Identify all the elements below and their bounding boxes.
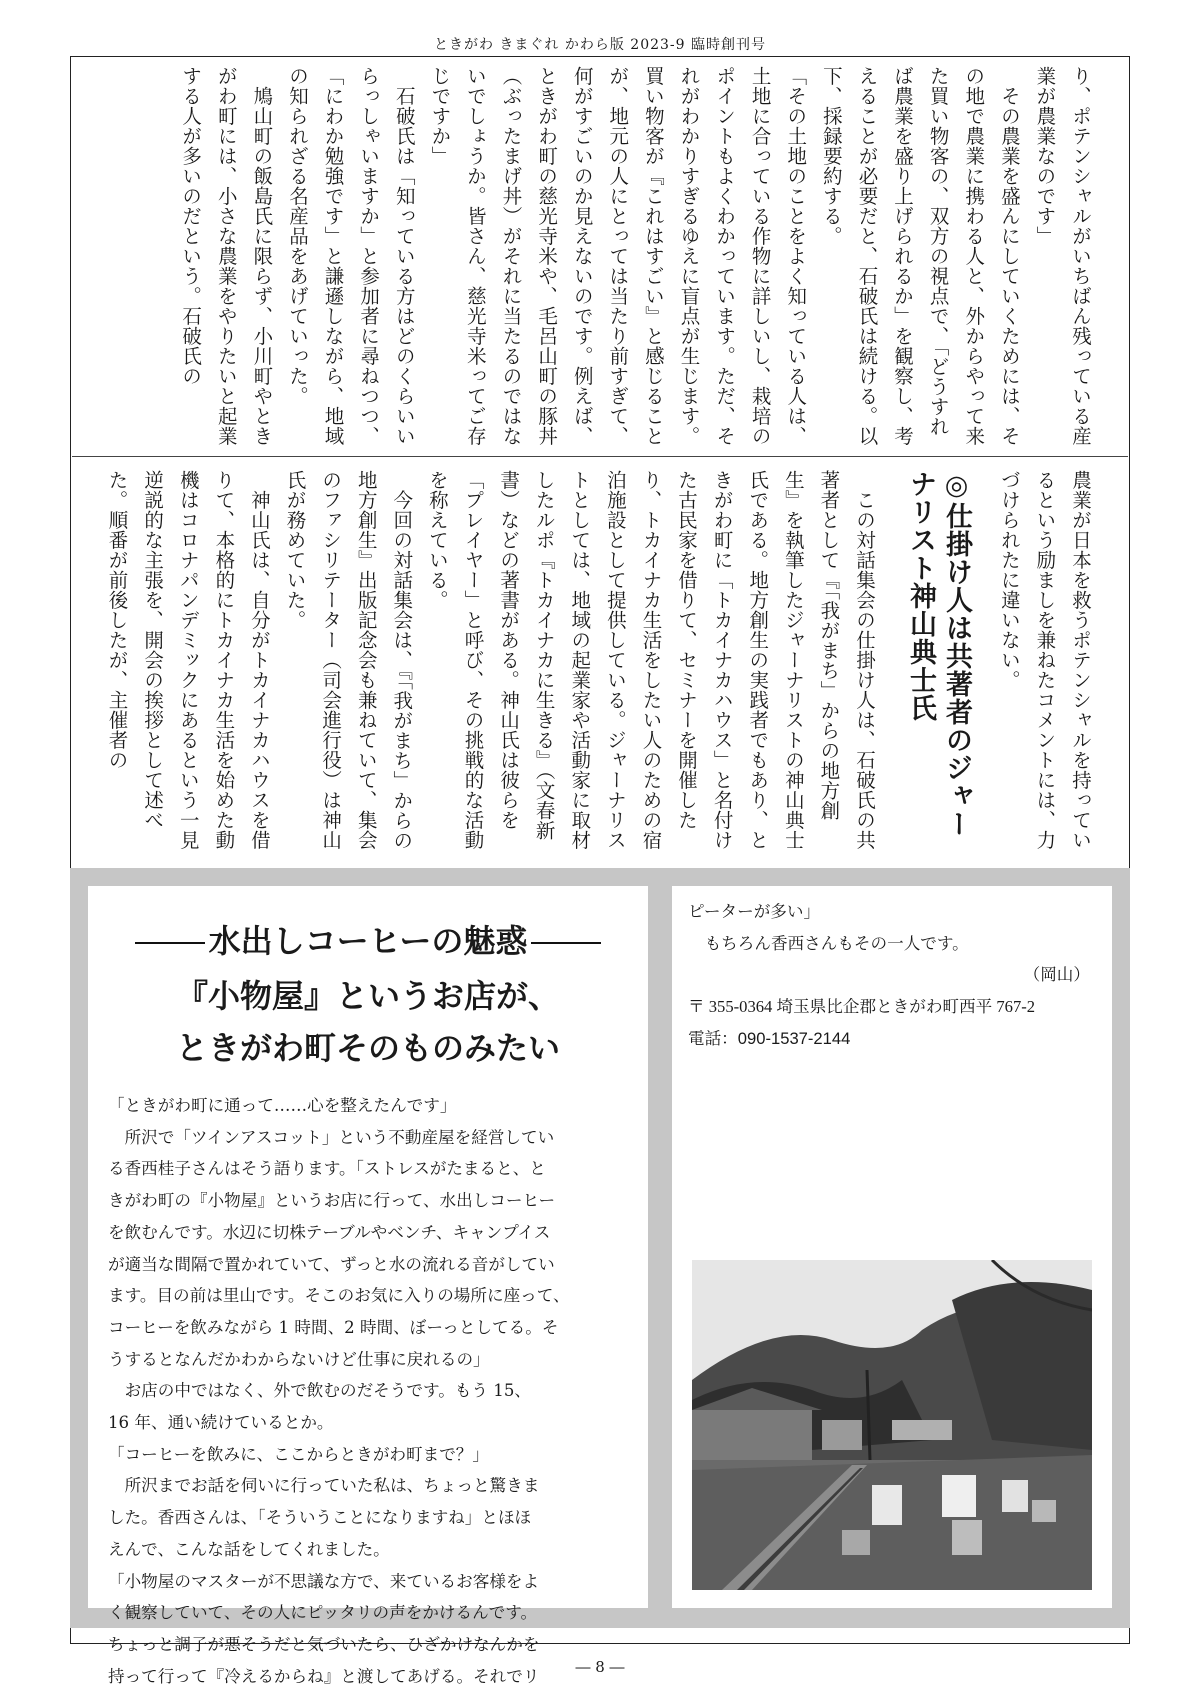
paragraph: 鳩山町の飯島氏に限らず、小川町やときがわ町には、小さな農業をやりたいと起業する人が多いのだという。石破氏の [179, 66, 274, 446]
paragraph: 農業が日本を救うポテンシャルを持っているという励ましを兼ねたコメントには、力づけられたに違いない。 [997, 470, 1092, 850]
coffee-article-box [70, 868, 1130, 1686]
body-line: 「小物屋のマスターが不思議な方で、来ているお客様をよ [108, 1571, 540, 1591]
middle-article-column [105, 470, 882, 850]
body-line: うするとなんだかわからないけど仕事に戻れるの」 [108, 1349, 490, 1369]
title-dash-left [135, 942, 205, 944]
shop-phone: 電話：090-1537-2144 [688, 1028, 851, 1048]
box-divider [650, 886, 670, 1608]
body-line: を飲むんです。水辺に切株テーブルやベンチ、キャンプイス [108, 1222, 551, 1242]
body-line: もちろん香西さんもその一人です。 [704, 933, 969, 953]
paragraph: 「その土地のことをよく知っている人は、土地に合っている作物に詳しいし、栽培のポイントもよくわかっています。ただ、それがわかりすぎるゆえに盲点が生じます。買い物客が『これはすごい』と感じることが、地元の人にとっては当たり前すぎて、何がすごいのか見えないのです。例えば、ときがわ町の慈光寺米や、毛呂山町の豚丼（ぶったまげ丼）がそれに当たるのではないでしょうか。皆さん、慈光寺米ってご存じですか」 [428, 66, 808, 446]
body-line: る香西桂子さんはそう語ります。「ストレスがたまると、と [108, 1159, 546, 1179]
body-line: 持って行って『冷えるからね』と渡してあげる。それでリ [108, 1666, 540, 1686]
box-title-line-3: ときがわ町そのものみたい [175, 1029, 560, 1067]
body-line: えんで、こんな話をしてくれました。 [108, 1539, 390, 1559]
body-line: きがわ町の『小物屋』というお店に行って、水出しコーヒー [108, 1191, 556, 1211]
box-body-text [108, 1090, 638, 1692]
body-line: 所沢までお話を伺いに行っていた私は、ちょっと驚きま [124, 1476, 540, 1496]
body-line: く観察していて、その人にピッタリの声をかけるんです。 [108, 1603, 538, 1623]
box-left-panel [88, 886, 648, 1686]
body-line: お店の中ではなく、外で飲むのだそうです。もう 15、 [124, 1381, 531, 1401]
section-heading [892, 470, 974, 850]
top-article-column [148, 66, 1098, 454]
body-line: した。香西さんは、「そういうことになりますね」とほほ [108, 1508, 532, 1528]
page-number: ― 8 ― [575, 1658, 625, 1676]
section-divider [72, 456, 1128, 457]
body-line: コーヒーを飲みながら 1 時間、2 時間、ぼーっとしてる。そ [108, 1317, 559, 1337]
byline: （岡山） [1023, 965, 1090, 985]
body-line: 「ときがわ町に通って……心を整えたんです」 [108, 1096, 457, 1115]
box-right-text [688, 896, 1098, 1055]
paragraph: 石破氏は「知っている方はどのくらいいらっしゃいますか」と参加者に尋ねつつ、「にわか勉強です」と謙遜しながら、地域の知られざる名産品をあげていった。 [285, 66, 416, 446]
shop-photo [692, 1260, 1092, 1590]
title-dash-right [531, 942, 601, 944]
section-heading-text: ◎仕掛け人は共著者のジャーナリスト神山典士氏 [905, 470, 972, 838]
body-line: ピーターが多い」 [688, 902, 821, 921]
middle-intro [986, 470, 1098, 850]
paragraph: り、ポテンシャルがいちばん残っている産業が農業なのです」 [1033, 66, 1092, 446]
box-right-panel [672, 886, 1112, 1608]
body-line: ます。目の前は里山です。そこのお気に入りの場所に座って、 [108, 1286, 570, 1306]
page-header: ときがわ きまぐれ かわら版 2023-9 臨時創刊号 [433, 37, 767, 53]
paragraph: 今回の対話集会は、『「我がまち」からの地方創生』出版記念会も兼ねていて、集会のファシリテーター（司会進行役）は神山氏が務めていた。 [283, 470, 414, 850]
body-line: ちょっと調子が悪そうだと気づいたら、ひざかけなんかを [108, 1634, 540, 1654]
body-line: 所沢で「ツインアスコット」という不動産屋を経営してい [124, 1127, 555, 1147]
paragraph: 神山氏は、自分がトカイナカハウスを借りて、本格的にトカイナカ生活を始めた動機はコロナパンデミックにあるという一見逆説的な主張を、開会の挨拶として述べた。順番が前後したが、主催者の [105, 470, 271, 850]
body-line: が適当な間隔で置かれていて、ずっと水の流れる音がしてい [108, 1254, 555, 1274]
box-title-line-1: 水出しコーヒーの魅惑 [106, 916, 630, 962]
paragraph: その農業を盛んにしていくためには、その地で農業に携わる人と、外からやって来た買い物客の、双方の視点で、「どうすれば農業を盛り上げられるか」を観察し、考えることが必要だと、石破氏は続ける。以下、採録要約する。 [819, 66, 1021, 446]
box-title-line-2: 『小物屋』というお店が、 [175, 977, 560, 1015]
shop-address: 〒 355-0364 埼玉県比企郡ときがわ町西平 767-2 [688, 997, 1036, 1017]
body-line: 16 年、通い続けているとか。 [108, 1413, 334, 1433]
body-line: 「コーヒーを飲みに、ここからときがわ町まで？」 [108, 1444, 489, 1464]
paragraph: この対話集会の仕掛け人は、石破氏の共著者として『「我がまち」からの地方創生』を執筆したジャーナリストの神山典士氏である。地方創生の実践者でもあり、ときがわ町に「トカイナカハウス」と名付けた古民家を借りて、セミナーを開催したり、トカイナカ生活をしたい人のための宿泊施設として提供している。ジャーナリストとしては、地域の起業家や活動家に取材したルポ『トカイナカに生きる』（文春新書）などの著書がある。神山氏は彼らを「プレイヤー」と呼び、その挑戦的な活動を称えている。 [425, 470, 876, 850]
